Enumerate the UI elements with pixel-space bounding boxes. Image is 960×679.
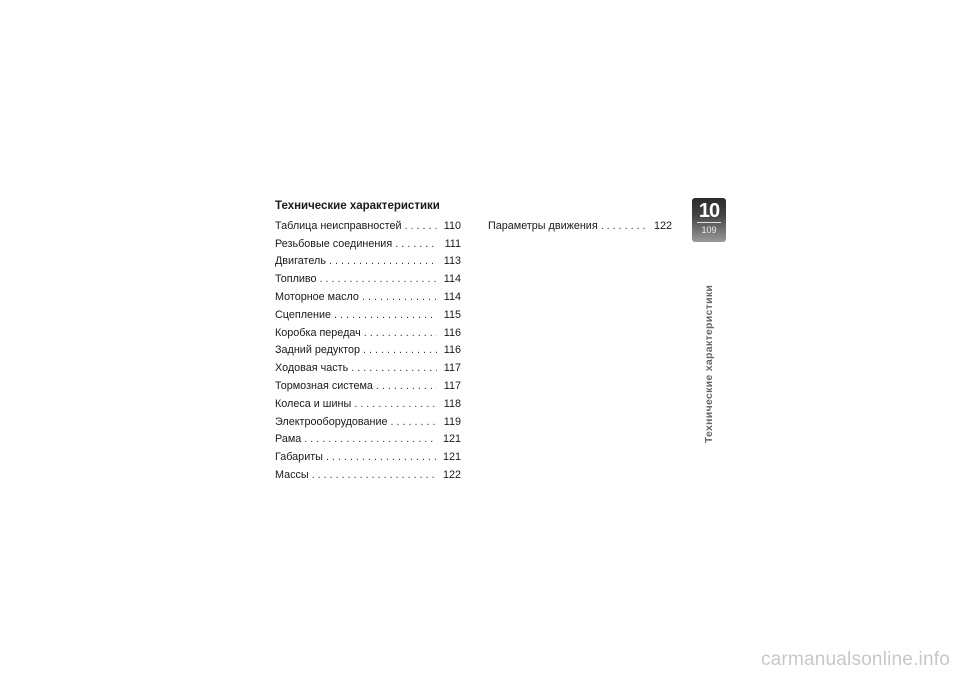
toc-leader-dots bbox=[304, 433, 437, 445]
toc-entry-label: Моторное масло bbox=[275, 290, 359, 303]
toc-entry-label: Рама bbox=[275, 433, 302, 446]
toc-entry[interactable] bbox=[275, 232, 461, 250]
toc-entry[interactable] bbox=[275, 356, 461, 374]
toc-entry-page: 118 bbox=[443, 397, 461, 410]
toc-entry-page: 122 bbox=[653, 219, 672, 232]
toc-entry-label: Сцепление bbox=[275, 308, 332, 321]
toc-entry-label: Массы bbox=[275, 468, 309, 481]
toc-leader-dots bbox=[326, 451, 437, 463]
toc-entry[interactable] bbox=[275, 285, 461, 303]
toc-entry-page: 114 bbox=[443, 273, 461, 286]
toc-entry[interactable] bbox=[275, 321, 461, 339]
toc-leader-dots bbox=[329, 255, 437, 267]
toc-entry[interactable] bbox=[488, 214, 672, 232]
watermark: carmanualsonline.info bbox=[760, 649, 950, 670]
toc-entry-label: Задний редуктор bbox=[275, 344, 360, 357]
toc-leader-dots bbox=[320, 273, 437, 285]
toc-entry-page: 122 bbox=[442, 468, 461, 481]
toc-entry-page: 117 bbox=[443, 379, 461, 392]
toc-entry[interactable] bbox=[275, 214, 461, 232]
toc-entry-label: Ходовая часть bbox=[275, 362, 349, 375]
page-number: 109 bbox=[701, 225, 717, 235]
toc-leader-dots bbox=[354, 398, 437, 410]
toc-entry-page: 116 bbox=[443, 344, 461, 357]
toc-entry[interactable] bbox=[275, 374, 461, 392]
toc-entry[interactable] bbox=[275, 303, 461, 321]
toc-entry-label: Тормозная система bbox=[275, 379, 373, 392]
toc-entry[interactable] bbox=[275, 445, 461, 463]
chapter-number: 10 bbox=[698, 200, 720, 222]
toc-entry[interactable] bbox=[275, 250, 461, 268]
toc-entry-label: Коробка передач bbox=[275, 326, 361, 339]
toc-entry-label: Двигатель bbox=[275, 255, 326, 268]
toc-leader-dots bbox=[364, 327, 437, 339]
chapter-tab bbox=[692, 198, 726, 242]
toc-entry[interactable] bbox=[275, 339, 461, 357]
side-chapter-label bbox=[702, 280, 716, 448]
toc-leader-dots bbox=[601, 220, 648, 232]
toc-entry-page: 116 bbox=[443, 326, 461, 339]
toc-leader-dots bbox=[334, 309, 437, 321]
toc-leader-dots bbox=[391, 416, 437, 428]
toc-entry-page: 117 bbox=[443, 362, 461, 375]
toc-entry-page: 121 bbox=[442, 433, 461, 446]
toc-entry-label: Параметры движения bbox=[488, 219, 598, 232]
toc-entry[interactable] bbox=[275, 410, 461, 428]
toc-leader-dots bbox=[395, 238, 437, 250]
toc-leader-dots bbox=[376, 380, 437, 392]
toc-entry-page: 111 bbox=[444, 237, 461, 250]
toc-entry[interactable] bbox=[275, 392, 461, 410]
section-title: Технические характеристики bbox=[275, 200, 440, 212]
toc-left-column bbox=[275, 214, 461, 481]
toc-entry-page: 119 bbox=[443, 415, 461, 428]
toc-entry[interactable] bbox=[275, 463, 461, 481]
toc-leader-dots bbox=[405, 220, 437, 232]
toc-entry-page: 115 bbox=[443, 308, 461, 321]
side-chapter-text: Технические характеристики bbox=[703, 284, 715, 444]
toc-entry-page: 110 bbox=[443, 219, 461, 232]
toc-entry[interactable] bbox=[275, 267, 461, 285]
toc-leader-dots bbox=[312, 469, 437, 481]
toc-leader-dots bbox=[362, 291, 437, 303]
toc-right-column bbox=[488, 214, 672, 232]
toc-entry-label: Резьбовые соединения bbox=[275, 237, 393, 250]
toc-entry-page: 121 bbox=[442, 451, 461, 464]
toc-entry-page: 113 bbox=[443, 255, 461, 268]
toc-entry[interactable] bbox=[275, 428, 461, 446]
toc-entry-label: Колеса и шины bbox=[275, 397, 352, 410]
toc-leader-dots bbox=[363, 344, 437, 356]
toc-entry-label: Топливо bbox=[275, 273, 317, 286]
toc-leader-dots bbox=[351, 362, 437, 374]
chapter-divider bbox=[697, 222, 721, 223]
toc-entry-label: Таблица неисправностей bbox=[275, 219, 402, 232]
toc-entry-label: Электрооборудование bbox=[275, 415, 388, 428]
toc-entry-label: Габариты bbox=[275, 451, 323, 464]
toc-entry-page: 114 bbox=[443, 290, 461, 303]
